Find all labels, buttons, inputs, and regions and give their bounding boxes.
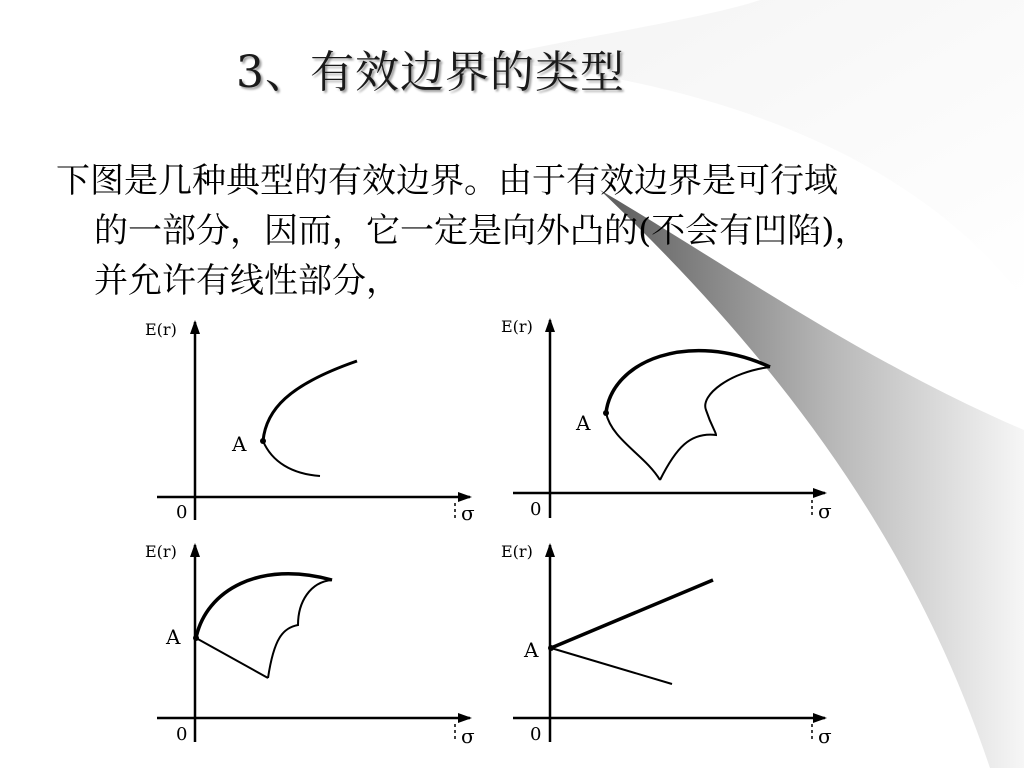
inefficient-line	[551, 648, 672, 684]
origin-label: 0	[530, 724, 542, 745]
point-a-label: A	[166, 625, 181, 649]
point-a-label: A	[232, 432, 247, 456]
graph-4	[501, 542, 832, 748]
efficient-frontier	[263, 361, 357, 441]
body-line-2: 的一部分，因而，它一定是向外凸的(不会有凹陷)，	[94, 211, 869, 251]
feasible-boundary-right	[660, 367, 770, 480]
feasible-boundary-bottom	[606, 413, 660, 480]
y-axis-label: E(r)	[145, 320, 177, 339]
graph-2	[501, 317, 832, 523]
graph-1	[145, 320, 475, 525]
feasible-boundary-right	[268, 580, 332, 678]
efficient-frontier	[606, 351, 770, 413]
origin-label: 0	[176, 502, 188, 523]
origin-label: 0	[530, 499, 542, 520]
y-axis-label: E(r)	[145, 542, 177, 561]
inefficient-branch	[263, 441, 320, 476]
x-axis-label: σ	[461, 501, 475, 525]
efficient-frontier	[196, 574, 332, 638]
x-axis-label: σ	[461, 724, 475, 748]
efficient-frontier-line	[551, 580, 713, 648]
page-title: 3、有效边界的类型	[236, 47, 625, 98]
x-axis-label: σ	[818, 724, 832, 748]
body-line-1: 下图是几种典型的有效边界。由于有效边界是可行域	[56, 161, 838, 201]
y-axis-label: E(r)	[501, 317, 533, 336]
point-a-label: A	[524, 638, 539, 662]
feasible-boundary-bottom	[196, 638, 268, 678]
body-line-3: 并允许有线性部分，	[94, 261, 400, 301]
y-axis-label: E(r)	[501, 542, 533, 561]
origin-label: 0	[176, 724, 188, 745]
graph-3	[145, 542, 475, 748]
point-a-label: A	[576, 411, 591, 435]
x-axis-label: σ	[818, 499, 832, 523]
